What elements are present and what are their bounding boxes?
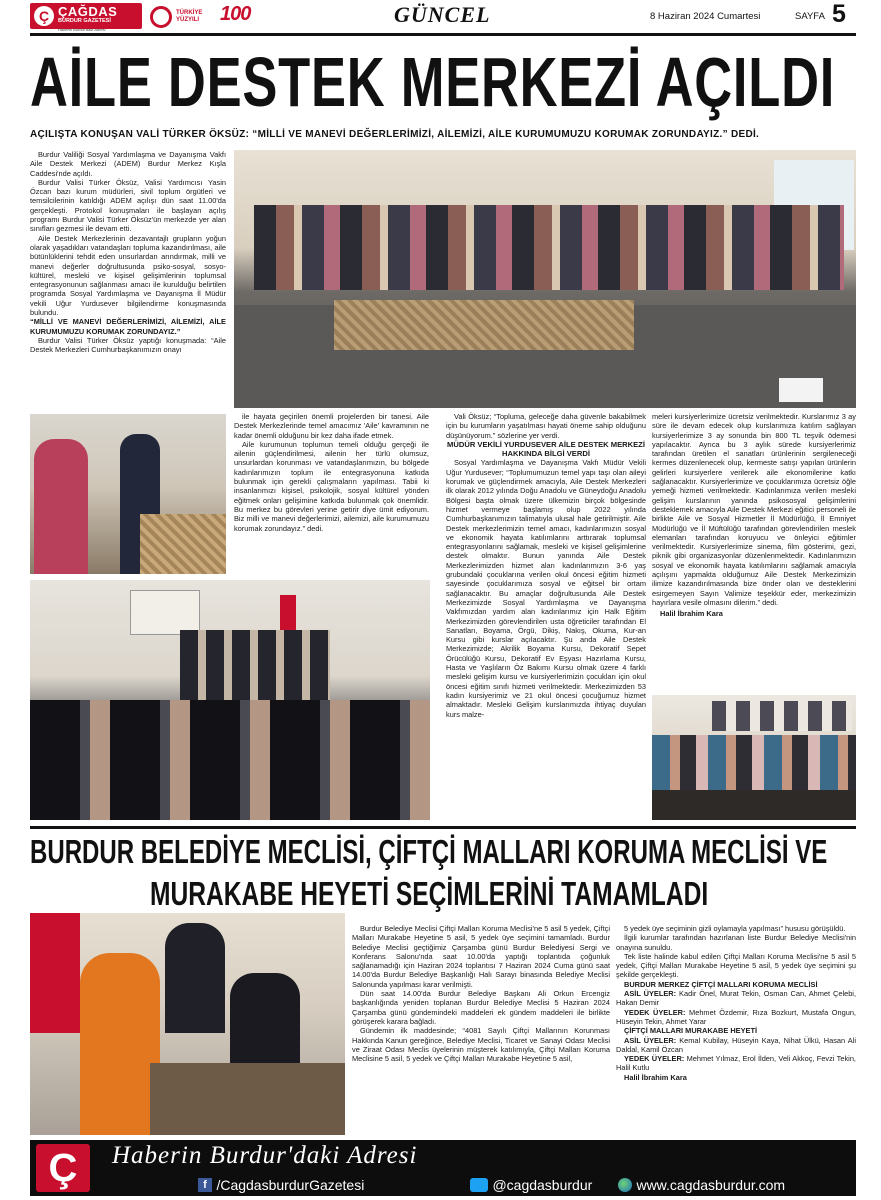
story2-col1 (352, 924, 610, 1124)
story1-course-photo (652, 695, 856, 820)
photo-people-row (254, 205, 844, 290)
website-url: www.cagdasburdur.com (636, 1176, 786, 1193)
turkiye-yuzyili-emblem (150, 5, 216, 29)
footer-logo-letter: Ç (48, 1146, 78, 1190)
photo-person (165, 923, 225, 1033)
footer-bar (30, 1140, 856, 1196)
story1-deck: AÇILIŞTA KONUŞAN VALİ TÜRKER ÖKSÜZ: “MİLLİ VE MANEVİ DEĞERLERİMİZİ, AİLEMİZİ, AİLE KURUMUMUZU KORUMAK ZORUNDAYIZ.” DEDİ. (30, 129, 760, 140)
story1-col3-para: Vali Öksüz; “Topluma, geleceğe daha güvenle bakabilmek için bu kurumların yaşatılması hayati öneme sahip olduğunu düşünüyorum.” sözlerine yer verdi. (446, 412, 646, 440)
story1-col1-para: Burdur Valisi Türker Öksüz, Valisi Yardımcısı Yasin Özcan bazı kurum müdürleri, sivil toplum örgütleri ve temsilcilerinin katıldığı ADEM açılışı dün saat 11.00'da gerçekleşti. Protokol konuşmaları ile başlayan açılış programı Burdur Valisi Türker Öksüz'ün merkezde yer alan sınıfları gezmesi ile devam etti. (30, 177, 226, 234)
logo-circle-icon: Ç (34, 6, 54, 26)
photo-baskets (140, 514, 226, 574)
photo-people-row (652, 735, 856, 790)
page-number: 5 (832, 0, 846, 28)
koruma-asil-list: Kadir Önel, Murat Tekin, Osman Can, Ahmet Çelebi, Hakan Demir (616, 989, 856, 1008)
story2-col1-para: Dün saat 14.00'da Burdur Belediye Başkanı Ali Orkun Ercengiz başkanlığında yeniden toplanan Burdur Belediye Meclisi 5 Haziran 2024 Çarşamba günü gündemindeki maddeleri ek gündem maddeleri ile birlikte görüşerek karara bağladı. (352, 989, 610, 1026)
hundred-text: 100 (220, 3, 251, 25)
murakabe-yedek-list: Mehmet Yılmaz, Erol İlden, Veli Akkoç, Fevzi Tekin, Halil Kutlu (616, 1054, 856, 1073)
story1-col1-para: Burdur Valiliği Sosyal Yardımlaşma ve Dayanışma Vakfı Aile Destek Merkezi (ADEM) Burdur Merkez Kışla Caddesi'nde açıldı. (30, 150, 226, 178)
photo-flag (280, 595, 296, 635)
story2-col2 (616, 924, 856, 1124)
masthead (0, 0, 881, 36)
story2-col2-para: 5 yedek üye seçiminin gizli oylamayla yapılması” hususu görüşüldü. (624, 924, 846, 933)
page-label: SAYFA (795, 11, 825, 22)
logo-tagline: Haberin Burdur'daki Adresi (58, 27, 106, 32)
footer-twitter-link[interactable] (470, 1176, 592, 1192)
koruma-title: BURDUR MERKEZ ÇİFTÇİ MALLARI KORUMA MECLİSİ (624, 979, 818, 989)
story2-council-photo (30, 913, 345, 1135)
photo-label (779, 378, 823, 402)
issue-date: 8 Haziran 2024 Cumartesi (650, 11, 761, 22)
murakabe-asil-label: ASİL ÜYELER: (624, 1035, 677, 1045)
photo-person (34, 439, 88, 574)
story1-vali-photo (30, 414, 226, 574)
story-divider (30, 826, 856, 829)
photo-chairs (30, 700, 430, 820)
photo-baskets (334, 300, 634, 350)
story1-col1-para: Aile Destek Merkezlerinin dezavantajlı grupların yoğun olarak yaşadıkları vatandaşları topluma kazandırılması, aile bütünlüklerini tehdit eden unsurlardan arındırmak, milli ve manevi değerler doğrultusunda psiko-sosyal, sosyo-kültürel, mesleki ve kişisel gelişimlerinin toplumsal entegrasyonunun sağlanması amacı ile kurulduğu belirtilen programda Sosyal Yardımlaşma ve Dayanışma İl Müdür vekili Uğur Yurdusever bilgilendirme konuşmasında bulundu. (30, 233, 226, 318)
photo-desk (150, 1063, 345, 1135)
koruma-asil-label: ASİL ÜYELER: (624, 989, 677, 999)
photo-table (652, 790, 856, 820)
story2-byline: Halil İbrahim Kara (624, 1072, 687, 1082)
story1-classroom-photo (30, 580, 430, 820)
story1-col2-para: ile hayata geçirilen önemli projelerden bir tanesi. Aile Destek Merkezlerinde temel amacımız 'Aile' kavramının ne kadar önemli olduğunu bir kez daha ifade etmek. (234, 412, 429, 440)
koruma-yedek-list: Mehmet Özdemir, Rıza Bozkurt, Mustafa Ongun, Hüseyin Tekin, Ahmet Yarar (616, 1007, 856, 1026)
facebook-icon: f (198, 1178, 212, 1192)
story1-main-photo (234, 150, 856, 408)
story2-col1-para: Burdur Belediye Meclisi Çiftçi Malları Koruma Meclisi'ne 5 asil 5 yedek, Çiftçi Malları Murakabe Heyetine 5 asil, 5 yedek üye seçimini tamamladı. Burdur Belediye Meclisi geçtiğimiz Çarşamba günü Burdur Belediyesi Sergi ve Konferans Salonu'nda saat 10.00'da yaptığı toplantıda çoğunluk sağlanamadığı için Haziran 2024 toplantısı 7 Haziran 2024 Cuma günü saat 14.00'da Burdur Belediye Başkanlığı Halı Sarayı binasında Belediye Meclisi Salonunda yapılması karar verilmişti. (352, 924, 610, 989)
hundred-emblem (220, 3, 268, 29)
story2-headline-line2: MURAKABE HEYETİ SEÇİMLERİNİ TAMAMLADI (150, 875, 709, 912)
masthead-rule (30, 33, 856, 36)
story1-col1-para: Burdur Valisi Türker Öksüz yaptığı konuşmada: “Aile Destek Merkezleri Cumhurbaşkanımızın onayı (30, 335, 226, 355)
story1-col3 (446, 412, 646, 812)
murakabe-title: ÇİFTÇİ MALLARI MURAKABE HEYETİ (624, 1026, 758, 1036)
murakabe-asil-list: Kemal Kubilay, Hüseyin Kaya, Nihat Ülkü, Hasan Ali Daldal, Kamil Özcan (616, 1035, 856, 1054)
story1-col4-para: meleri kursiyerlerimize ücretsiz verilmektedir. Kurslarımız 3 ay süre ile devam edecek olup kurslarımıza katılım sağlayan kursiyerlerimize 3 ay sonunda bin 800 TL teşvik ödemesi yapılacaktır. Ayrıca bu 3 aylık sürede kursiyerlerimiz tarafından üretilen el sanatları ürünlerinin sergileneceği kermes düzenlenecek olup, kermeste satışı yapılan ürünlerin gelirleri kursiyerlere verilerek aile ekonomilerine katkı sağlanacaktır. Kursiyerlerimize ve çocuklarımıza ücretsiz öğle yemeği hizmeti verilmektedir. Kadınlarımıza verilen mesleki gelişim kurslarının yanında psikososyal gelişimlerini desteklemek amacıyla Aile Destek Merkezi eğitici personeli ile birlikte Aile ve Sosyal Hizmetler İl Müdürlüğü, İl Emniyet Müdürlüğü ve İl Müftülüğü tarafından görevlendirilen meslek elemanları tarafından koruyucu ve önleyici eğitimler verilmektedir. Kursiyerlerimize sinema, film gösterimi, gezi, piknik gibi organizasyonlar düzenlenmektedir. Kadınlarımızın sosyal ve ekonomik hayata katılımlarını sağlamak amacıyla açılışını yapmakta olduğumuz Aile Destek Merkezimizin ilimize kazandırılmasında bize önder olan ve desteklerini esirgemeyen Sayın Valimize teşekkür eder, merkezimizin hayırlara vesile olmasını dilerim.” dedi. (652, 412, 856, 607)
story1-col4 (652, 412, 856, 694)
photo-person (230, 973, 300, 1073)
story1-headline (0, 42, 881, 122)
twitter-icon (470, 1178, 488, 1192)
story1-col2-para: Aile kurumunun toplumun temeli olduğu gerçeği ile ailenin güçlendirilmesi, ailenin her türlü olumsuz, unsurlardan korunması ve vatandaşlarımızın, bu bölgede kadınlarımızın toplum ile entegrasyonuna katkıda bulunmak için gerekli çalışmaların yapılması. Tabii ki insanlarımızı kişisel, psikolojik, sosyal kültürel yönden eğitmek onları gelişimine katkıda bulunmak çok önemlidir. Bu merkez bu görevleri yerine getirir diye ümit ediyorum. Biz milli ve manevi değerlerimizi, ailemizi, aile kurumumuzu korumak zorundayız.” dedi. (234, 439, 429, 533)
story2-headline (0, 832, 881, 914)
story1-col2 (234, 412, 429, 580)
newspaper-logo[interactable] (30, 3, 142, 29)
footer-web-link[interactable] (618, 1176, 785, 1192)
story1-byline: Halil İbrahim Kara (660, 609, 723, 619)
twitter-handle: @cagdasburdur (492, 1176, 593, 1193)
photo-flag (30, 913, 80, 1033)
logo-name: ÇAĞDAS (58, 4, 118, 19)
photo-person (80, 953, 160, 1135)
story1-headline-text: AİLE DESTEK MERKEZİ AÇILDI (30, 43, 836, 121)
murakabe-yedek-label: YEDEK ÜYELER: (624, 1054, 685, 1064)
globe-icon (618, 1178, 632, 1192)
story2-col2-para: Tek liste halinde kabul edilen Çiftçi Malları Koruma Meclisi'ne 5 asil 5 yedek, Çiftçi Malları Murakabe Heyetine 5 asil, 5 yedek üye seçimini şu şekilde gerçekleşti. (616, 951, 856, 980)
footer-logo[interactable] (36, 1144, 90, 1192)
story2-col2-para: İlgili kurumlar tarafından hazırlanan liste Burdur Belediye Meclisi'nin onayına sunuldu. (616, 933, 856, 952)
crescent-icon (150, 6, 172, 28)
turkiye-yuzyili-text: TÜRKİYE YÜZYILI (176, 10, 203, 23)
section-label: GÜNCEL (394, 2, 491, 27)
story1-subhead: MÜDÜR VEKİLİ YURDUSEVER AİLE DESTEK MERKEZİ HAKKINDA BİLGİ VERDİ (447, 439, 645, 459)
story2-col1-para: Gündemin ilk maddesinde; “4081 Sayılı Çiftçi Mallarının Korunması Hakkında Kanun gereğince, Belediye Meclisi, Ticaret ve Sanayi Odası Meclisi ve Ziraat Odası Meclis üyelerinin müşterek katılımıyla, Çiftçi Malları Koruma Meclisine 5 asil, 5 yedek ve Çiftçi Malları Murakabe Heyetine 5 asil, (352, 1026, 610, 1064)
footer-facebook-link[interactable] (198, 1176, 364, 1192)
story1-col1-quote: “MİLLİ VE MANEVİ DEĞERLERİMİZİ, AİLEMİZİ, AİLE KURUMUMUZU KORUMAK ZORUNDAYIZ.” (30, 317, 226, 336)
logo-sub: BURDUR GAZETESİ (58, 18, 111, 24)
koruma-yedek-label: YEDEK ÜYELER: (624, 1007, 686, 1017)
story2-headline-line1: BURDUR BELEDİYE MECLİSİ, ÇİFTÇİ MALLARI KORUMA MECLİSİ VE (30, 833, 828, 870)
story1-col1 (30, 150, 226, 412)
footer-slogan: Haberin Burdur'daki Adresi (112, 1142, 418, 1169)
facebook-handle: /CagdasburdurGazetesi (216, 1176, 365, 1193)
photo-wall-frames (712, 701, 852, 731)
story1-col3-para: Sosyal Yardımlaşma ve Dayanışma Vakfı Müdür Vekili Uğur Yurdusever; “Toplumumuzun temel yapı taşı olan aileyi korumak ve güçlendirmek amacıyla, Aile Destek Merkezleri ilk olarak 2012 yılında Doğu Anadolu ve Güneydoğu Anadolu Bölgesi başta olmak üzere ülkemizin birçok bölgesinde hizmet vermeye başlamış olup 2022 yılında Cumhurbaşkanımızın talimatıyla ulusal hale getirilmiştir. Aile Destek merkezlerimizin temel amacı, kadınlarımızın sosyal ve ekonomik hayata katılımlarını arttırarak toplumsal entegrasyonlarını sağlamak, mesleki ve kişisel gelişimlerine destek olmaktır. Bunun yanında Aile Destek Merkezlerimizden hizmet alan kadınlarımızın 3-6 yaş grubundaki çocuklarına verilen okul öncesi eğitim hizmeti sayesinde çocuklarımıza sosyal ve eğitsel bir ortam sağlanacaktır. Bu amaçlar doğrultusunda Aile Destek Merkezimizde Sosyal Yardımlaşma ve Dayanışma Vakfımızdan yardım alan kadınlarımız için Halk Eğitim Merkezimizden görevlendirilen usta öğreticiler tarafından El Sanatları, Boyama, Örgü, Dikiş, Nakış, Okuma, Kur-an Kursu gibi kurslar açılacaktır. Şu anda Aile Destek Merkezimizde; Akrilik Boyama Kursu, Dekoratif Sepet Örücülüğü Kursu, Dekoratif Ev Eşyası Hazırlama Kursu, Hasta ve Yaşlıların Öz Bakımı Kursu olmak üzere 4 farklı mesleki gelişim kursu ve kursiyerlerimizin çocukları için okul öncesi eğitim sınıfı hizmeti verilmektedir. Merkezimizden 53 kadın kursiyerimiz ve 21 okul öncesi çocuğumuz hizmet almaktadır. Mesleki Gelişim kurslarımızda ihtiyaç duyulan kurs malze- (446, 458, 646, 719)
photo-board (130, 590, 200, 635)
